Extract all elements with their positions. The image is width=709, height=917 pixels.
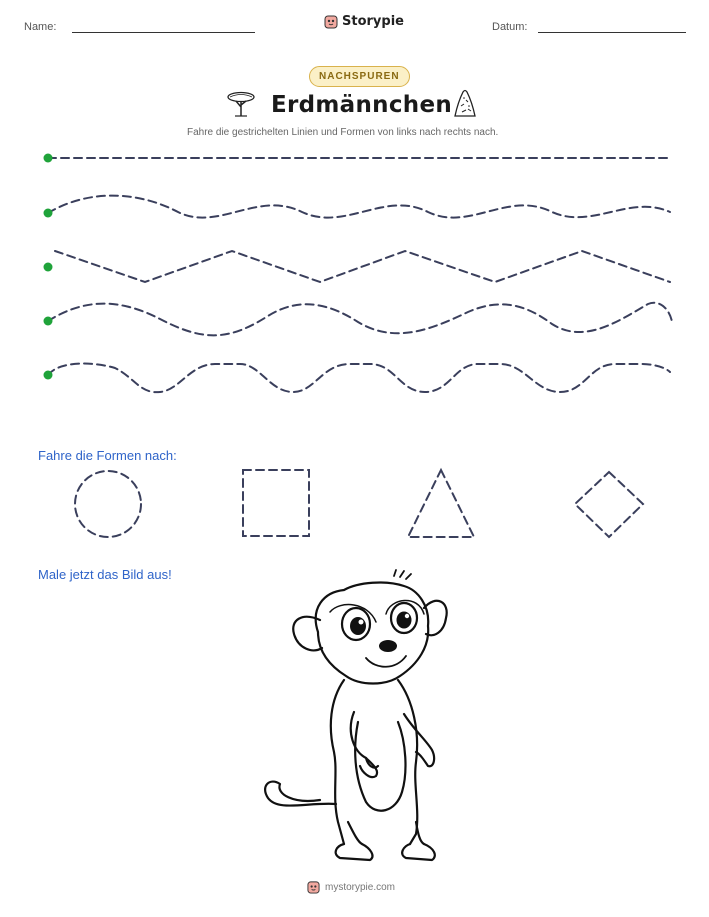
start-dot-3 xyxy=(44,263,53,272)
tracing-line-zigzag[interactable] xyxy=(55,251,670,282)
tracing-lines xyxy=(0,0,709,420)
tracing-shapes xyxy=(0,460,709,550)
shapes-section-label: Fahre die Formen nach: xyxy=(38,448,177,463)
footer xyxy=(307,880,395,894)
tracing-line-bump-wave[interactable] xyxy=(48,364,670,393)
date-label: Datum: xyxy=(492,21,528,33)
start-dot-1 xyxy=(44,154,53,163)
start-dot-4 xyxy=(44,317,53,326)
tracing-triangle[interactable] xyxy=(408,470,474,537)
activity-badge: NACHSPUREN xyxy=(309,66,410,87)
start-dot-2 xyxy=(44,209,53,218)
page-title: Erdmännchen xyxy=(271,92,453,118)
tracing-square[interactable] xyxy=(243,470,309,536)
tracing-diamond[interactable] xyxy=(575,472,643,537)
coloring-section-label: Male jetzt das Bild aus! xyxy=(38,567,172,582)
footer-site[interactable]: mystorypie.com xyxy=(325,881,396,893)
footer-mascot-icon xyxy=(307,880,320,894)
meerkat-coloring-image[interactable] xyxy=(258,572,448,864)
start-dot-5 xyxy=(44,371,53,380)
brand-name: Storypie xyxy=(342,14,404,29)
tracing-line-wave-2[interactable] xyxy=(48,303,672,336)
tracing-circle[interactable] xyxy=(75,471,141,537)
name-label: Name: xyxy=(24,21,57,33)
instruction-text: Fahre die gestrichelten Linien und Formen von links nach rechts nach. xyxy=(187,127,499,138)
tracing-line-wave[interactable] xyxy=(48,196,670,218)
